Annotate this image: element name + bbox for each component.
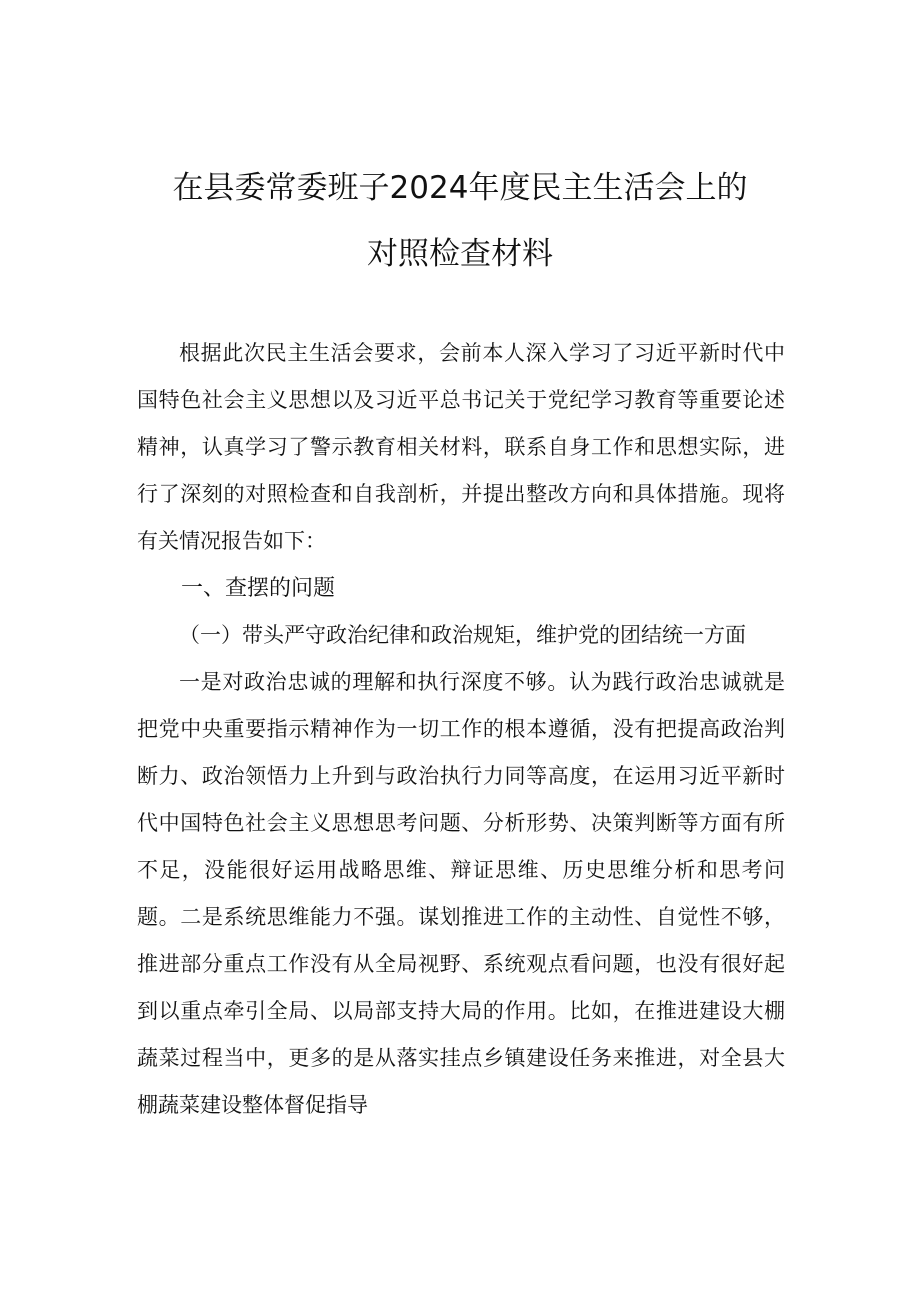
- intro-paragraph: 根据此次民主生活会要求，会前本人深入学习了习近平新时代中国特色社会主义思想以及习近平总书记关于党纪学习教育等重要论述精神，认真学习了警示教育相关材料，联系自身工作和思想实际，进行了深刻的对照检查和自我剖析，并提出整改方向和具体措施。现将有关情况报告如下：: [137, 341, 785, 553]
- section-heading: 一、查摆的问题: [181, 576, 336, 601]
- document-body: [137, 330, 785, 1129]
- body-paragraph: 一是对政治忠诚的理解和执行深度不够。认为践行政治忠诚就是把党中央重要指示精神作为一切工作的根本遵循，没有把提高政治判断力、政治领悟力上升到与政治执行力同等高度，在运用习近平新时代中国特色社会主义思想思考问题、分析形势、决策判断等方面有所不足，没能很好运用战略思维、辩证思维、历史思维分析和思考问题。二是系统思维能力不强。谋划推进工作的主动性、自觉性不够，推进部分重点工作没有从全局视野、系统观点看问题，也没有很好起到以重点牵引全局、以局部支持大局的作用。比如，在推进建设大棚蔬菜过程当中，更多的是从落实挂点乡镇建设任务来推进，对全县大棚蔬菜建设整体督促指导: [137, 670, 785, 1117]
- subsection-heading: （一）带头严守政治纪律和政治规矩，维护党的团结统一方面: [179, 623, 746, 647]
- document-title-line-2: 对照检查材料: [367, 236, 553, 272]
- document-title-line-1: 在县委常委班子2024年度民主生活会上的: [172, 170, 748, 206]
